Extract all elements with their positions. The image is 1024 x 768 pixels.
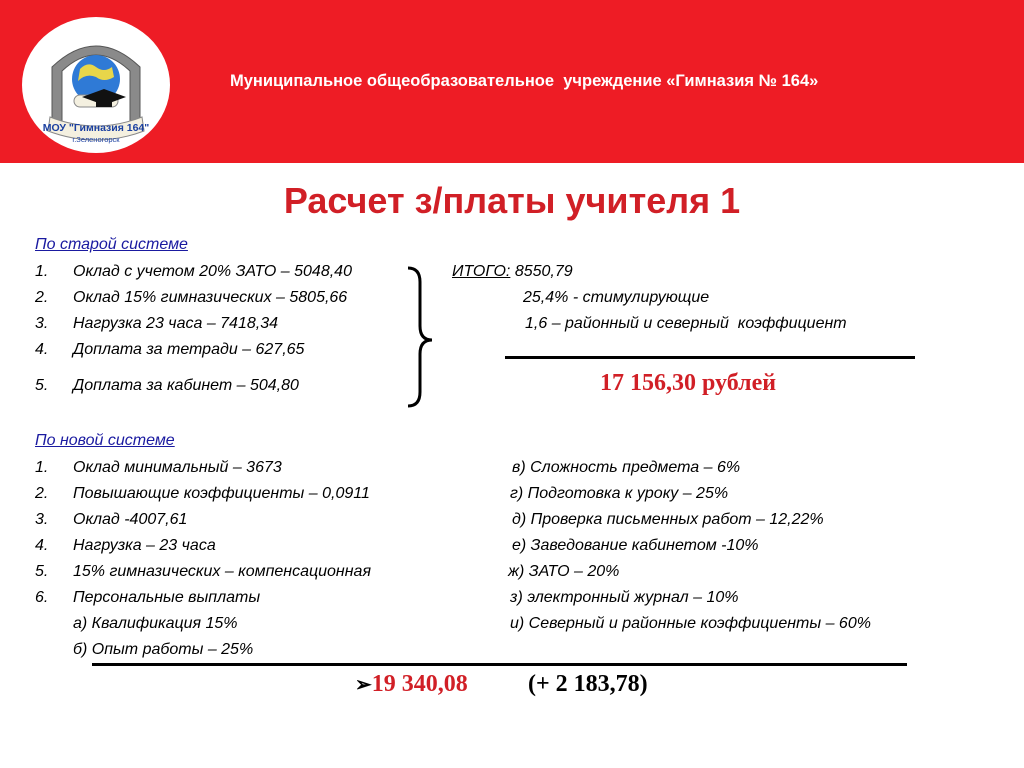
divider-line <box>505 356 915 359</box>
itogo-value: 8550,79 <box>510 263 573 280</box>
divider-line <box>92 663 907 666</box>
new-item-text: Оклад -4007,61 <box>73 511 188 528</box>
right-item: д) Проверка письменных работ – 12,22% <box>512 511 824 528</box>
gymnasium-logo-icon <box>22 17 170 153</box>
right-item: е) Заведование кабинетом -10% <box>512 537 759 554</box>
institution-name: Муниципальное общеобразовательное учреждение «Гимназия № 164» <box>230 72 819 90</box>
right-item: г) Подготовка к уроку – 25% <box>510 485 729 502</box>
sub-item: б) Опыт работы – 25% <box>73 641 254 658</box>
right-item: и) Северный и районные коэффициенты – 60% <box>510 615 871 632</box>
right-item: ж) ЗАТО – 20% <box>508 563 620 580</box>
new-item-text: Повышающие коэффициенты – 0,0911 <box>73 485 370 502</box>
logo <box>22 17 170 153</box>
new-system-heading: По новой системе <box>35 432 175 449</box>
difference: (+ 2 183,78) <box>528 671 648 697</box>
new-item-text: Нагрузка – 23 часа <box>73 537 216 554</box>
right-brace-icon <box>404 264 438 410</box>
sub-item: а) Квалификация 15% <box>73 615 238 632</box>
coefficient: 1,6 – районный и северный коэффициент <box>525 315 847 332</box>
old-item-num: 3. <box>35 315 49 332</box>
new-item-num: 2. <box>35 485 49 502</box>
new-total-line <box>355 671 468 698</box>
new-item-text: 15% гимназических – компенсационная <box>73 563 371 580</box>
logo-text-1: МОУ "Гимназия 164" <box>42 122 150 134</box>
old-total: 17 156,30 рублей <box>600 370 777 396</box>
old-system-heading: По старой системе <box>35 236 188 253</box>
old-item-num: 1. <box>35 263 49 280</box>
old-item-text: Оклад 15% гимназических – 5805,66 <box>73 289 348 306</box>
new-item-num: 3. <box>35 511 49 528</box>
arrow-bullet-icon: ➢ <box>355 674 372 696</box>
old-item-text: Доплата за кабинет – 504,80 <box>73 377 299 394</box>
header-banner <box>0 0 1024 163</box>
old-item-num: 5. <box>35 377 49 394</box>
new-total: 19 340,08 <box>371 671 468 697</box>
page-title: Расчет з/платы учителя 1 <box>283 180 741 221</box>
new-item-num: 6. <box>35 589 49 606</box>
new-item-text: Персональные выплаты <box>73 589 261 606</box>
new-item-num: 1. <box>35 459 49 476</box>
itogo-label: ИТОГО: <box>452 263 511 280</box>
old-item-text: Оклад с учетом 20% ЗАТО – 5048,40 <box>73 263 352 280</box>
new-item-text: Оклад минимальный – 3673 <box>73 459 282 476</box>
itogo-line <box>452 262 573 282</box>
right-item: з) электронный журнал – 10% <box>510 589 739 606</box>
new-item-num: 5. <box>35 563 49 580</box>
logo-text-2: г.Зеленогорск <box>72 135 120 144</box>
stimulating-percent: 25,4% - стимулирующие <box>523 289 710 306</box>
old-item-num: 4. <box>35 341 49 358</box>
old-item-text: Доплата за тетради – 627,65 <box>73 341 305 358</box>
old-item-text: Нагрузка 23 часа – 7418,34 <box>73 315 278 332</box>
new-item-num: 4. <box>35 537 49 554</box>
right-item: в) Сложность предмета – 6% <box>512 459 741 476</box>
old-item-num: 2. <box>35 289 49 306</box>
